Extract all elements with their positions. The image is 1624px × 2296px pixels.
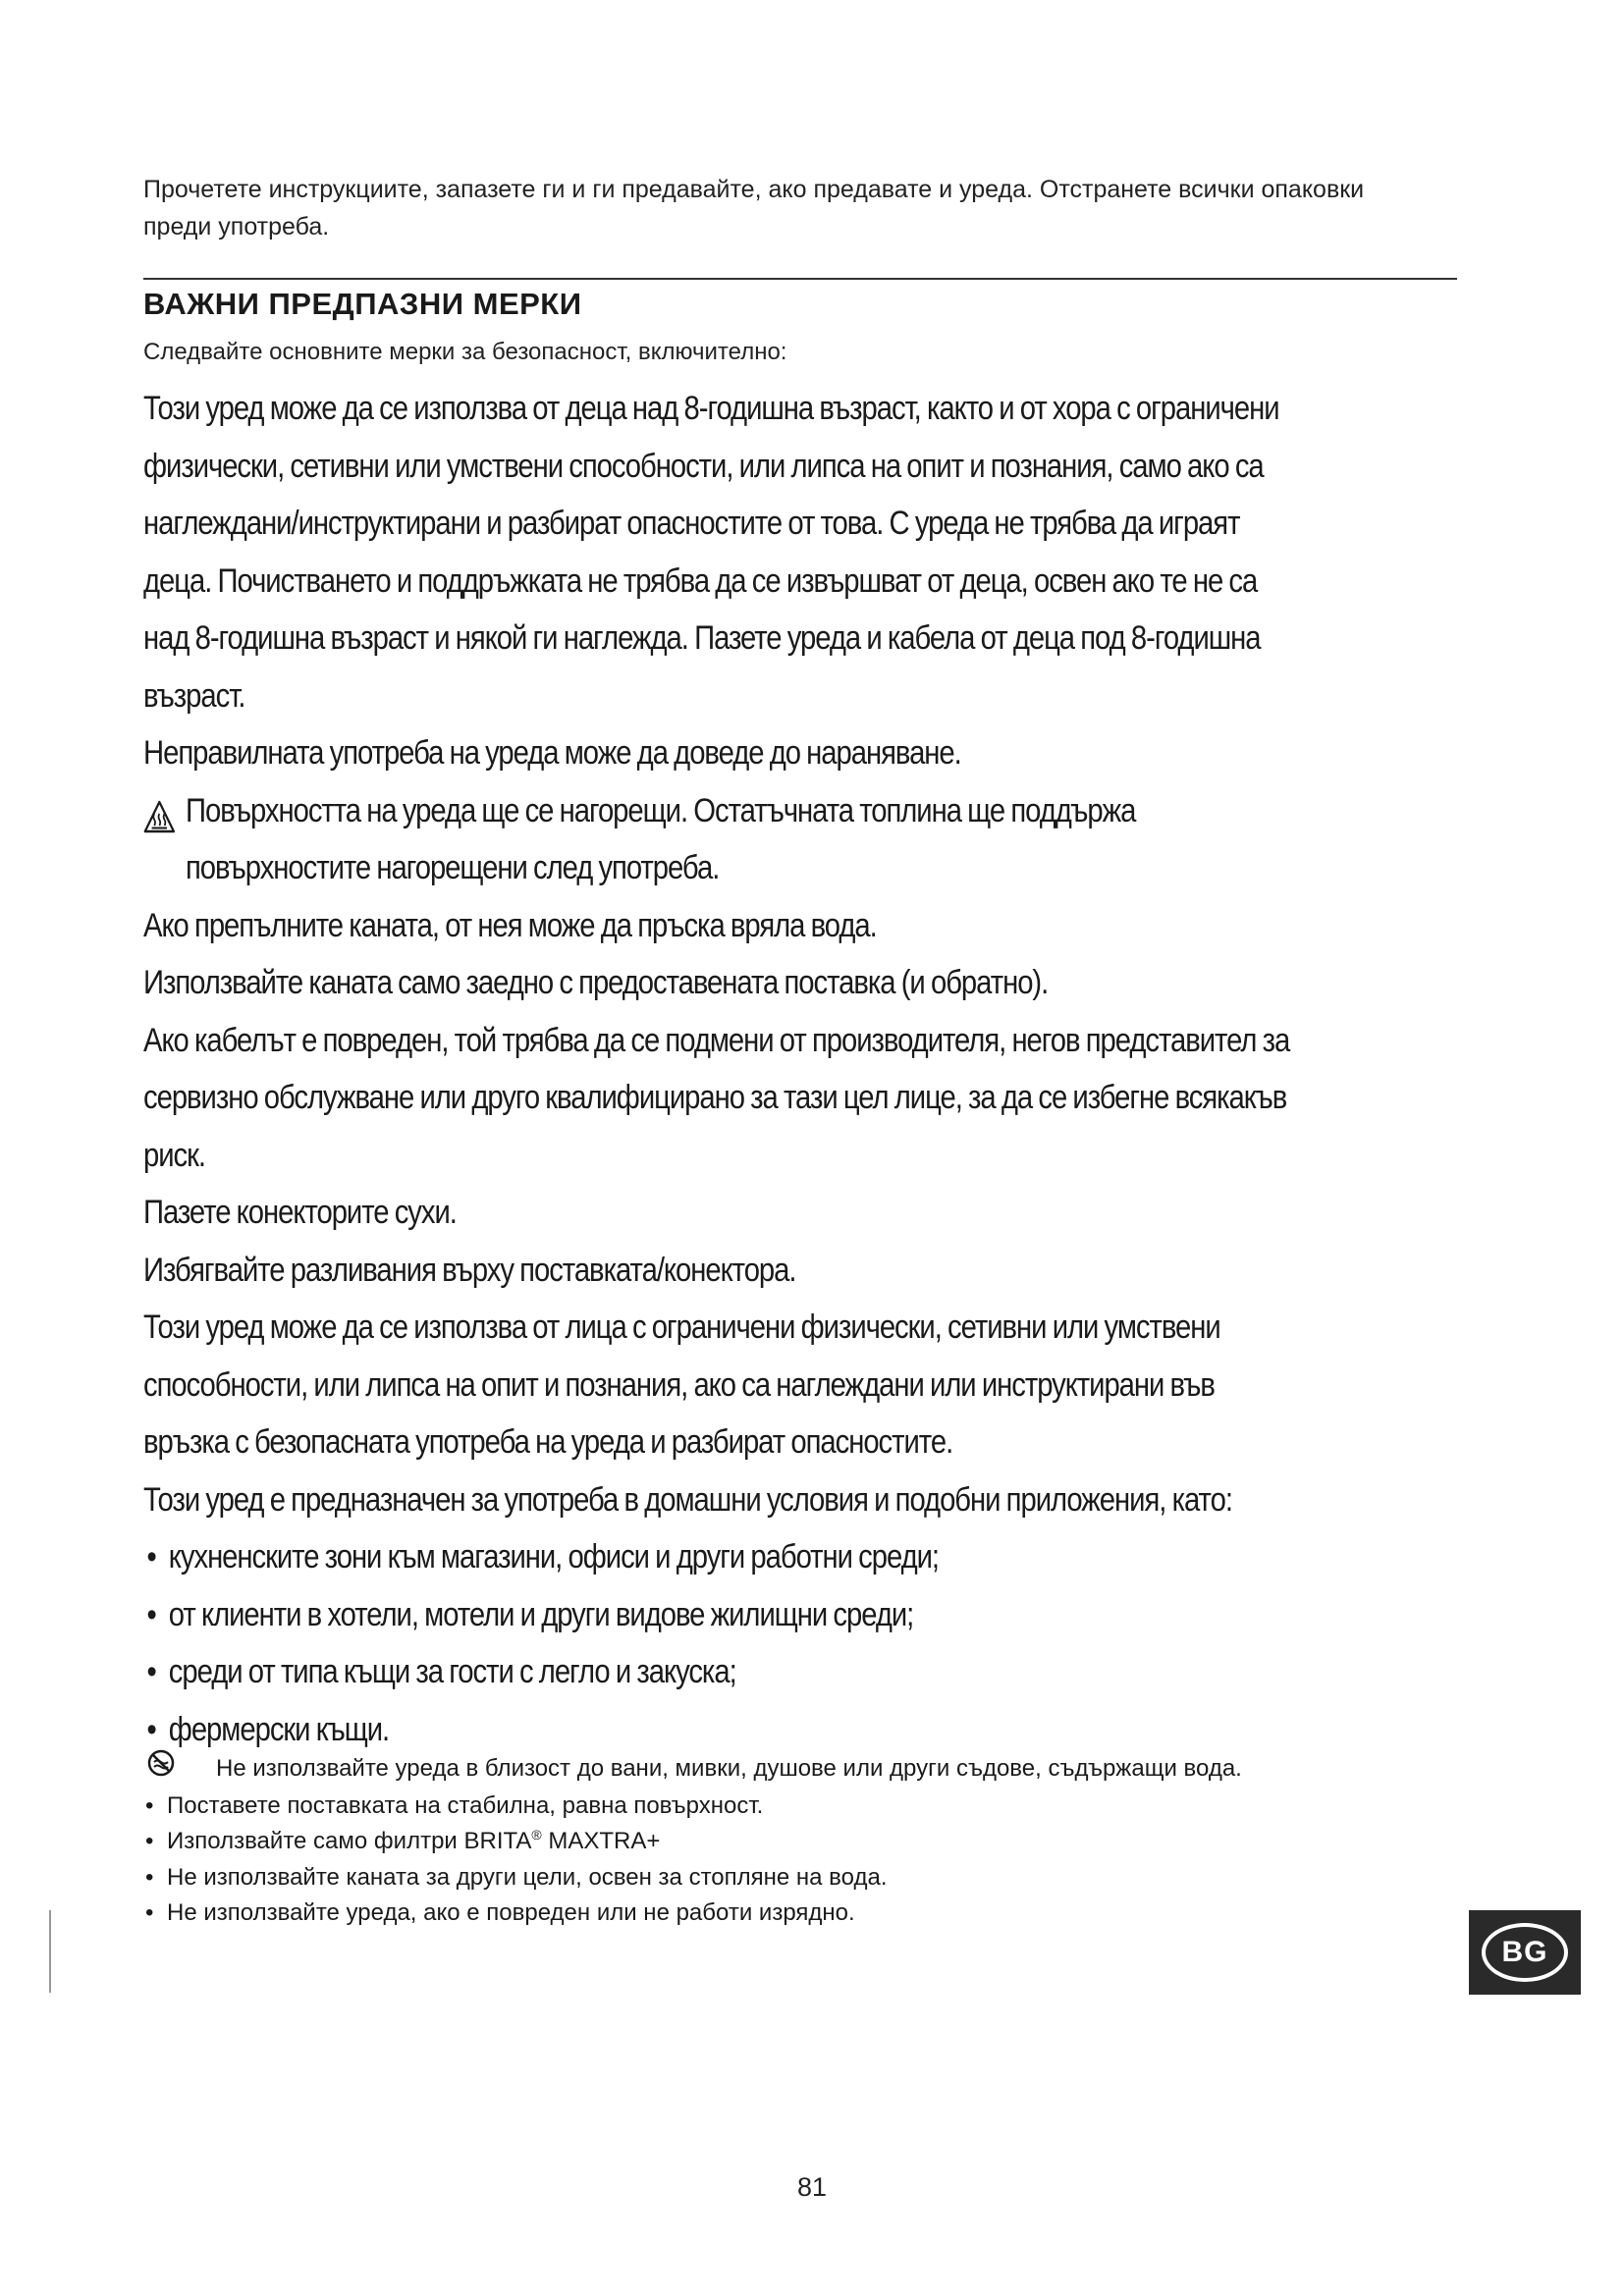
instruction-connectors-dry: Пазете конекторите сухи.: [143, 1194, 457, 1231]
instruction-cable: Ако кабелът е повреден, той трябва да се подмени от производителя, негов представител за сервизно обслужване или друго квалифицирано за тази цел лице, за да се избегне всякакъв риск.: [143, 1021, 1290, 1174]
section-divider: [143, 278, 1457, 280]
list-item: • среди от типа къщи за гости с легло и закуска;: [143, 1643, 1292, 1701]
filter-model: MAXTRA+: [541, 1828, 661, 1854]
no-water-icon: [147, 1749, 216, 1789]
section-heading: ВАЖНИ ПРЕДПАЗНИ МЕРКИ: [143, 287, 582, 321]
instruction-intended-use: Този уред е предназначен за употреба в домашни условия и подобни приложения, като:: [143, 1480, 1232, 1519]
instruction-spills: Избягвайте разливания върху поставката/конектора.: [143, 1251, 796, 1289]
instruction-overfill: Ако препълните каната, от нея може да пръска вряла вода.: [143, 906, 877, 944]
instruction-children: Този уред може да се използва от деца над 8-годишна възраст, както и от хора с ограничени физически, сетивни или умствени способности, или липса на опит и познания, само ако са наглеждани/инструктирани и разбират опасностите от това. С уреда не трябва да играят деца. Почистването и поддръжката не трябва да се извършват от деца, освен ако те не са над 8-годишна възраст и някой ги наглежда. Пазете уреда и кабела от деца под 8-годишна възраст.: [143, 390, 1279, 715]
intended-use-list: [143, 1528, 1292, 1758]
additional-notes: [143, 1749, 1479, 1932]
list-item: • от клиенти в хотели, мотели и други видове жилищни среди;: [143, 1586, 1292, 1644]
instruction-limited-abilities: Този уред може да се използва от лица с ограничени физически, сетивни или умствени способности, или липса на опит и познания, ако са наглеждани или инструктирани във връзка с безопасната употреба на уреда и разбират опасностите.: [143, 1308, 1220, 1461]
registered-mark: ®: [531, 1827, 542, 1842]
instruction-base: Използвайте каната само заедно с предоставената поставка (и обратно).: [143, 964, 1049, 1001]
hot-surface-warning-icon: [143, 794, 186, 852]
section-subheading: Следвайте основните мерки за безопасност, включително:: [143, 339, 787, 365]
filter-text: Използвайте само филтри BRITA: [167, 1828, 532, 1854]
page-number: 81: [796, 2172, 828, 2202]
notes-list: [143, 1789, 1479, 1932]
intro-text: Прочетете инструкциите, запазете ги и ги предавайте, ако предавате и уреда. Отстранете всички опаковки преди употреба.: [143, 176, 1365, 240]
language-badge: [1469, 1910, 1581, 1995]
margin-line: [49, 1910, 51, 1993]
hot-surface-text: Повърхността на уреда ще се нагорещи. Остатъчната топлина ще поддържа повърхностите нагорещени след употреба.: [186, 791, 1136, 886]
no-water-text: Не използвайте уреда в близост до вани, мивки, душове или други съдове, съдържащи вода.: [216, 1754, 1242, 1782]
list-item: • кухненските зони към магазини, офиси и други работни среди;: [143, 1528, 1292, 1586]
instruction-misuse: Неправилната употреба на уреда може да доведе до нараняване.: [143, 734, 961, 772]
safety-instructions: [143, 380, 1292, 1758]
language-badge-label: BG: [1482, 1923, 1568, 1982]
no-water-note: [143, 1749, 1479, 1789]
list-item: • Поставете поставката на стабилна, равна повърхност.: [143, 1789, 1479, 1825]
instruction-hot-surface: [143, 782, 1292, 897]
list-item: • Не използвайте каната за други цели, освен за стопляне на вода.: [143, 1860, 1479, 1896]
list-item: • фермерски къщи.: [143, 1701, 1292, 1759]
list-item: [143, 1824, 1479, 1860]
list-item: • Не използвайте уреда, ако е повреден или не работи изрядно.: [143, 1896, 1479, 1932]
